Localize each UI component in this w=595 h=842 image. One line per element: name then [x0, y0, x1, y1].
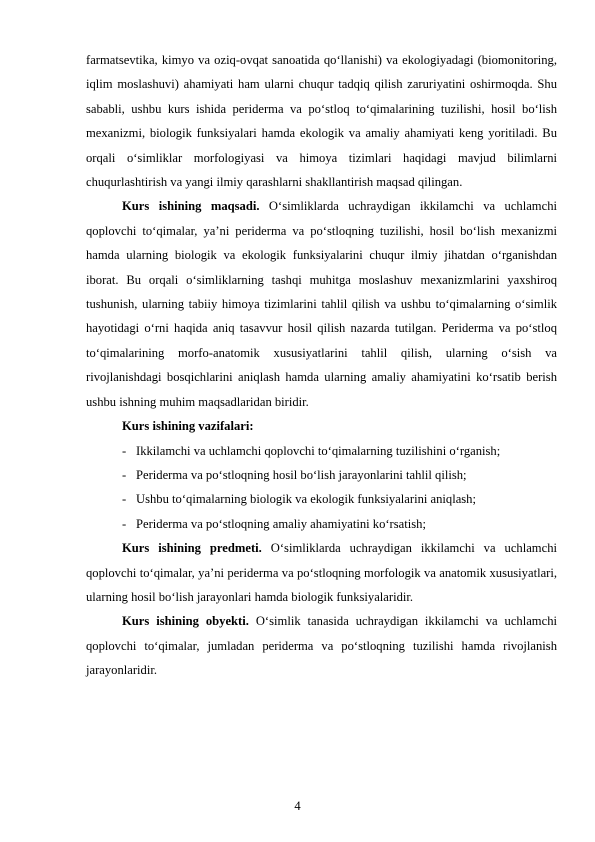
list-item-text: Ikkilamchi va uchlamchi qoplovchi to‘qimalarning tuzilishini o‘rganish; [136, 443, 501, 458]
list-item-text: Periderma va po‘stloqning amaliy ahamiyatini ko‘rsatish; [136, 516, 426, 531]
list-item [86, 439, 557, 463]
intro-paragraph: farmatsevtika, kimyo va oziq-ovqat sanoatida qo‘llanishi) va ekologiyadagi (biomonitoring, iqlim moslashuvi) ahamiyati ham ularni chuqur tadqiq qilish zaruriyatini oshirmoqda. Shu sababli, ushbu kurs ishida periderma va po‘stloq to‘qimalarining tuzilishi, hosil bo‘lish mexanizmi, biologik funksiyalari hamda ekologik va amaliy ahamiyati keng yoritiladi. Bu orqali o‘simliklar morfologiyasi va himoya tizimlari haqidagi mavjud bilimlarni chuqurlashtirish va yangi ilmiy qarashlarni shakllantirish maqsad qilingan. [86, 53, 557, 190]
tasks-list [86, 439, 557, 537]
list-item-text: Ushbu to‘qimalarning biologik va ekologik funksiyalarini aniqlash; [136, 492, 476, 507]
aim-paragraph [86, 194, 557, 414]
aim-text: O‘simliklarda uchraydigan ikkilamchi va uchlamchi qoplovchi to‘qimalar, ya’ni periderma va po‘stloqning tuzilishi, hosil bo‘lish mexanizmi hamda ularning biologik va ekologik funksiyalarini chuqur ilmiy jihatdan o‘rganishdan iborat. Bu orqali o‘simliklarning tashqi muhitga moslashuv mexanizmlarini yaxshiroq tushunish, ularning tabiiy himoya tizimlarini tahlil qilish va ushbu to‘qimalarning o‘simlik hayotidagi o‘rni haqida aniq tasavvur hosil qilish nazarda tutilgan. Periderma va po‘stloq to‘qimalarining morfo-anatomik xususiyatlarini tahlil qilish, ularning o‘sish va rivojlanishdagi bosqichlarini aniqlash hamda ularning amaliy ahamiyatini ko‘rsatib berish ushbu ishning muhim maqsadlaridan biridir. [86, 199, 557, 409]
list-item-text: Periderma va po‘stloqning hosil bo‘lish jarayonlarini tahlil qilish; [136, 467, 467, 482]
subject-paragraph [86, 536, 557, 609]
bullet-dash: - [122, 467, 127, 482]
list-item [86, 463, 557, 487]
bullet-dash: - [122, 492, 127, 507]
subject-text: O‘simliklarda uchraydigan ikkilamchi va uchlamchi qoplovchi to‘qimalar, ya’ni periderma va po‘stloqning morfologik va anatomik xususiyatlari, ularning hosil bo‘lish jarayonlari hamda biologik funksiyalaridir. [86, 541, 557, 604]
tasks-heading: Kurs ishining vazifalari: [122, 419, 254, 434]
page-number: 4 [294, 799, 301, 813]
bullet-dash: - [122, 516, 127, 531]
subject-label: Kurs ishining predmeti. [122, 541, 262, 556]
object-paragraph [86, 609, 557, 682]
object-label: Kurs ishining obyekti. [122, 614, 249, 629]
list-item [86, 512, 557, 536]
aim-label: Kurs ishining maqsadi. [122, 199, 260, 214]
document-page [86, 48, 557, 683]
object-text: O‘simlik tanasida uchraydigan ikkilamchi va uchlamchi qoplovchi to‘qimalar, jumladan periderma va po‘stloqning tuzilishi hamda rivojlanish jarayonlaridir. [86, 614, 557, 678]
bullet-dash: - [122, 443, 127, 458]
list-item [86, 487, 557, 511]
